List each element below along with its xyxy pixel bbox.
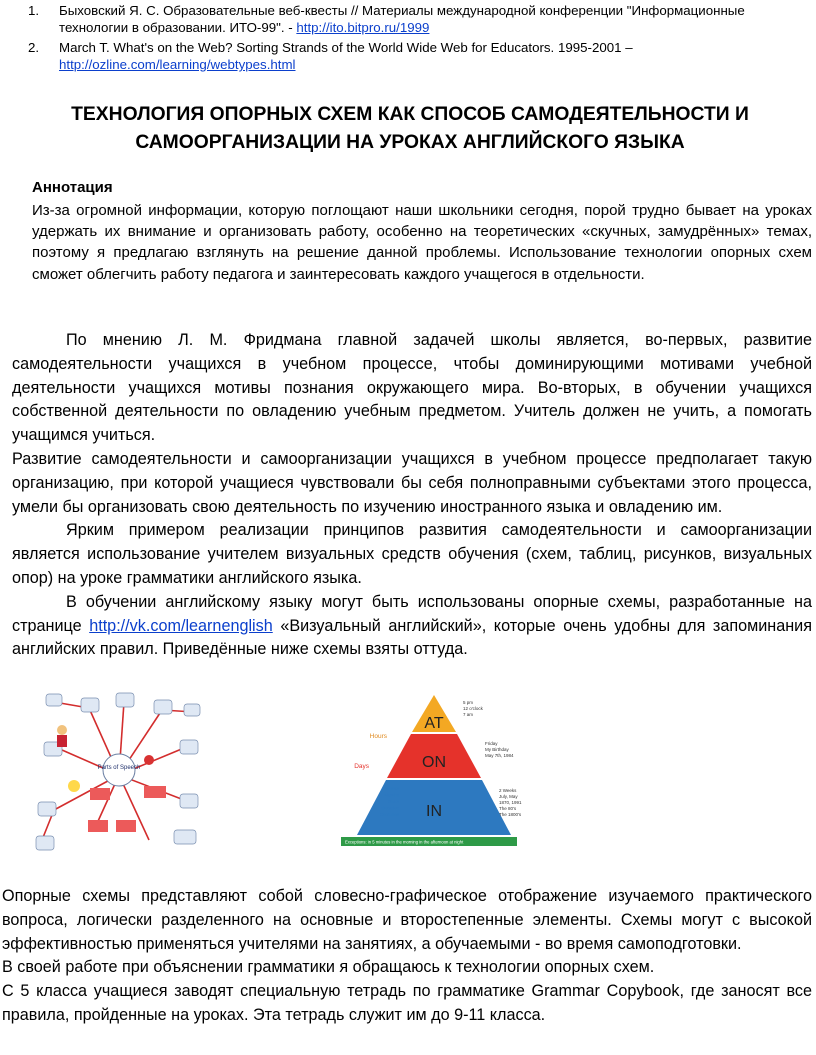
reference-item [28, 2, 808, 36]
in-example: The 1800's [499, 812, 522, 817]
pyramid-label-at: AT [424, 715, 444, 732]
paragraph: Развитие самодеятельности и самоорганизации учащихся в учебном процессе предполагает такую организацию, при которой учащиеся чувствовали бы себя полноправными субъектами этого процесса, умели бы организовать свою деятельность по изучению иностранного языка и овладению им. [12, 449, 812, 516]
reference-list [28, 2, 808, 76]
figures [34, 690, 794, 865]
reference-text: Быховский Я. С. Образовательные веб-квесты // Материалы международной конференции "Информационные технологии в образовании. ИТО-99". - http://ito.bitpro.ru/1999 [59, 3, 745, 35]
reference-link[interactable]: http://ozline.com/learning/webtypes.html [59, 57, 296, 72]
reference-item [28, 39, 808, 73]
parts-of-speech-mindmap [34, 690, 204, 860]
on-example: May 7th, 1984 [485, 753, 514, 758]
at-example: 12 o'clock [463, 706, 483, 711]
paragraph: С 5 класса учащиеся заводят специальную тетрадь по грамматике Grammar Copybook, где заносят все правила, пройденные на уроках. Эта тетрадь служит им до 9-11 класса. [2, 982, 812, 1024]
mindmap-center-label: Parts of Speech [97, 765, 141, 771]
in-example: 1870, 1991 [499, 800, 522, 805]
side-label-days: Days [354, 763, 369, 770]
reference-text: March T. What's on the Web? Sorting Strands of the World Wide Web for Educators. 1995-2001 – http://ozline.com/learning/webtypes.html [59, 40, 633, 72]
vk-link[interactable]: http://vk.com/learnenglish [89, 616, 273, 635]
body-section-1 [12, 329, 812, 662]
pyramid-label-in: IN [426, 803, 442, 820]
paragraph: Опорные схемы представляют собой словесно-графическое отображение изучаемого практического вопроса, логически разделенного на основные и второстепенные элементы. Схемы могут с высокой эффективностью применяться учителями на занятиях, а обучаемыми - во время самоподготовки. [2, 887, 812, 953]
side-label-hours: Hours [369, 733, 387, 740]
at-example: 7 am [463, 712, 474, 717]
abstract-heading: Аннотация [32, 179, 113, 196]
paragraph: В своей работе при объяснении грамматики я обращаюсь к технологии опорных схем. [2, 958, 655, 977]
in-example: July, May [499, 794, 518, 799]
in-left-label: Decades [381, 805, 399, 811]
at-on-in-pyramid [339, 690, 522, 855]
reference-link[interactable]: http://ito.bitpro.ru/1999 [296, 20, 430, 35]
in-left-label: Weeks [385, 786, 399, 791]
paragraph: По мнению Л. М. Фридмана главной задачей школы является, во-первых, развитие самодеятельности учащихся в учебном процессе, чтобы доминирующими мотивами учебной деятельности учащихся мотивы познания окружающего мира. Во-вторых, в обучении учащихся собственной деятельности по овладению учебным предметом. Учитель должен не учить, а помогать учащимся учиться. [12, 331, 812, 445]
apple-icon [144, 755, 154, 765]
in-left-label: Centuries [379, 812, 399, 817]
in-left-label: Months [384, 792, 399, 798]
paragraph: Ярким примером реализации принципов развития самодеятельности и самоорганизации является использование учителем визуальных средств обучения (схем, таблиц, рисунков, визуальных опор) на уроке грамматики английского языка. [12, 521, 812, 587]
body-section-2 [2, 885, 812, 1028]
on-example: My Birthday [485, 747, 509, 752]
paragraph: В обучении английскому языку могут быть использованы опорные схемы, разработанные на странице http://vk.com/learnenglish «Визуальный английский», которые очень удобны для запоминания английских правил. Приведённые ниже схемы взяты оттуда. [12, 592, 812, 659]
in-example: The 80's [499, 806, 517, 811]
reference-number: 1. [28, 3, 40, 18]
at-example: 5 pm [463, 700, 474, 705]
in-left-label: Years [387, 799, 399, 804]
exceptions-text: Exceptions: in 5 minutes in the morning in the afternoon at night [345, 839, 464, 845]
in-example: 2 Weeks [499, 788, 517, 793]
lightbulb-icon [68, 780, 80, 792]
abstract-text: Из-за огромной информации, которую поглощают наши школьники сегодня, порой трудно бывает на уроках удержать их внимание и организовать работу, особенно на теоретических «скучных, замудрённых» темах, поэтому я предлагаю взглянуть на решение данной проблемы. Использование технологии опорных схем сможет облегчить работу педагога и заинтересовать каждого учащегося в отдельности. [32, 202, 812, 283]
reference-number: 2. [28, 40, 40, 55]
person-icon [57, 725, 67, 747]
on-example: Friday [485, 741, 498, 746]
pyramid-label-on: ON [422, 754, 446, 771]
article-title: ТЕХНОЛОГИЯ ОПОРНЫХ СХЕМ КАК СПОСОБ САМОДЕЯТЕЛЬНОСТИ И САМООРГАНИЗАЦИИ НА УРОКАХ АНГЛИЙСКОГО ЯЗЫКА [71, 104, 749, 153]
